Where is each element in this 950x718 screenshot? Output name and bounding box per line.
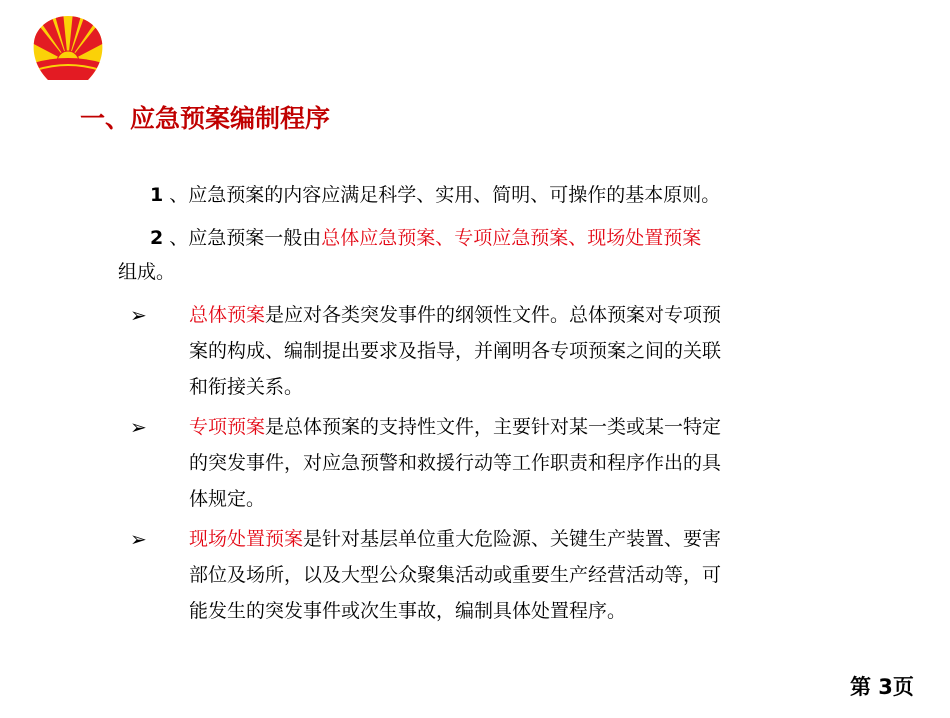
bullet-line: 是应对各类突发事件的纲领性文件。总体预案对专项预 (265, 304, 722, 326)
point-1-text: 、应急预案的内容应满足科学、实用、简明、可操作的基本原则。 (163, 184, 721, 206)
point-2-highlight: 总体应急预案、专项应急预案、现场处置预案 (321, 227, 702, 249)
bullet-arrow-icon: ➢ (130, 527, 147, 551)
bullet-line: 是总体预案的支持性文件，主要针对某一类或某一特定 (265, 416, 722, 438)
bullet-line: 体规定。 (189, 488, 266, 510)
point-1 (150, 176, 720, 214)
point-2-number: 2 (150, 227, 164, 249)
bullet-arrow-icon: ➢ (130, 415, 147, 439)
point-2-text: 、应急预案一般由 (163, 227, 322, 249)
bullet-line: 和衔接关系。 (189, 376, 304, 398)
bullet-term: 专项预案 (189, 416, 266, 438)
bullet-line: 的突发事件，对应急预警和救援行动等工作职责和程序作出的具 (189, 452, 722, 474)
bullet-line: 是针对基层单位重大危险源、关键生产装置、要害 (303, 528, 722, 550)
petrochina-logo (30, 12, 106, 88)
bullet-special-plan (189, 409, 889, 517)
page-number: 第 3页 (850, 675, 914, 699)
bullet-term: 总体预案 (189, 304, 266, 326)
bullet-arrow-icon: ➢ (130, 303, 147, 327)
point-1-number: 1 (150, 184, 164, 206)
point-2-continuation: 组成。 (118, 261, 176, 283)
bullet-line: 案的构成、编制提出要求及指导，并阐明各专项预案之间的关联 (189, 340, 722, 362)
point-2 (150, 219, 701, 257)
bullet-line: 能发生的突发事件或次生事故，编制具体处置程序。 (189, 600, 627, 622)
bullet-line: 部位及场所，以及大型公众聚集活动或重要生产经营活动等，可 (189, 564, 722, 586)
bullet-term: 现场处置预案 (189, 528, 304, 550)
bullet-overall-plan (189, 297, 889, 405)
bullet-onsite-plan (189, 521, 889, 629)
slide-title: 一、应急预案编制程序 (80, 104, 331, 133)
